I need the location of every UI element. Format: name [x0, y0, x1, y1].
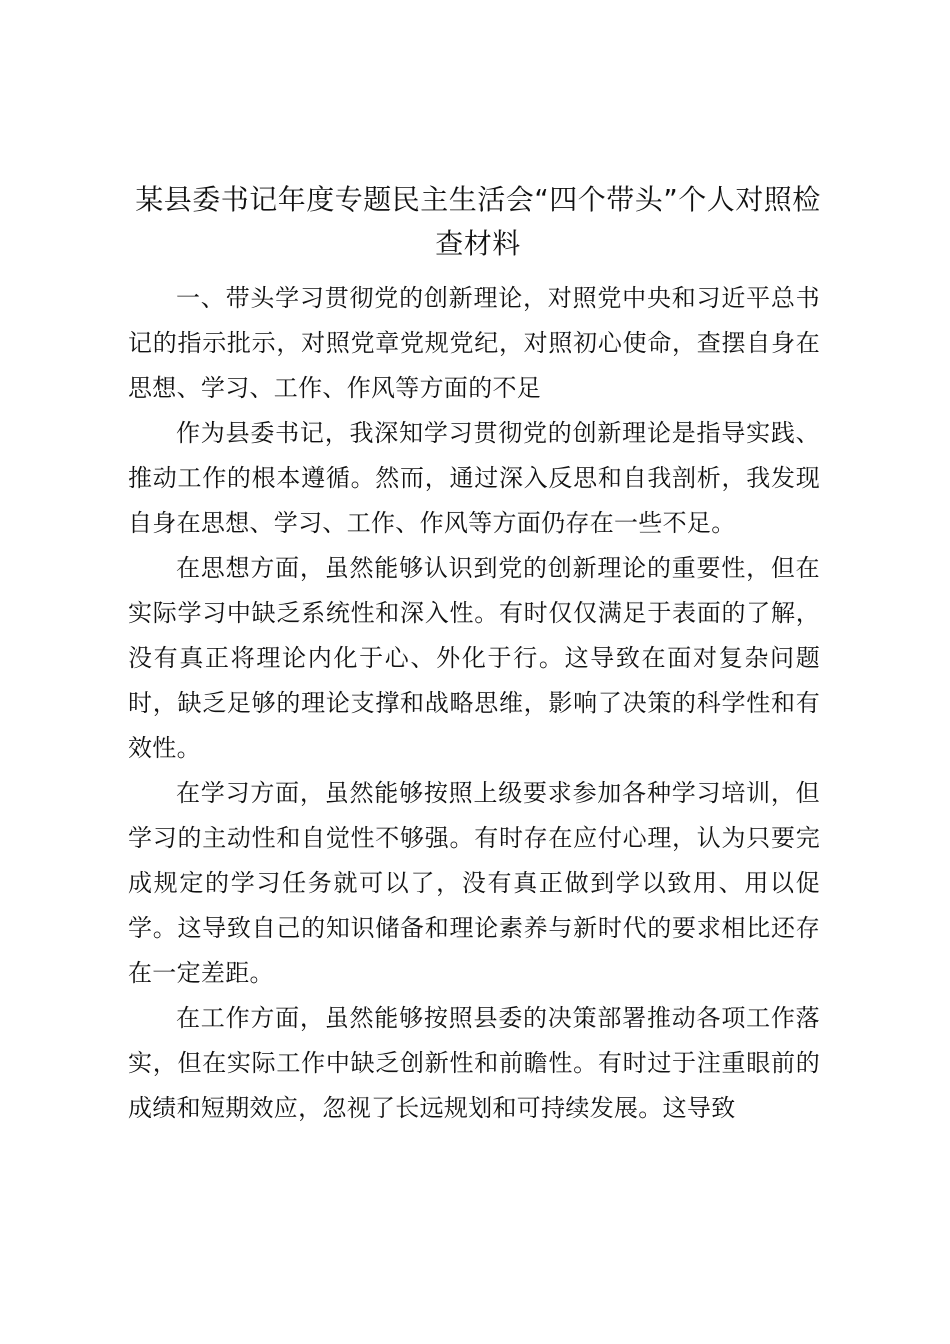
document-title: 某县委书记年度专题民主生活会“四个带头”个人对照检查材料 [135, 183, 821, 260]
paragraph-work: 在工作方面，虽然能够按照县委的决策部署推动各项工作落实，但在实际工作中缺乏创新性和前瞻性。有时过于注重眼前的成绩和短期效应，忽视了长远规划和可持续发展。这导致 [128, 1004, 820, 1122]
paragraph-thinking: 在思想方面，虽然能够认识到党的创新理论的重要性，但在实际学习中缺乏系统性和深入性。有时仅仅满足于表面的了解，没有真正将理论内化于心、外化于行。这导致在面对复杂问题时，缺乏足够的理论支撑和战略思维，影响了决策的科学性和有效性。 [128, 554, 820, 762]
section-heading-1: 一、带头学习贯彻党的创新理论，对照党中央和习近平总书记的指示批示，对照党章党规党纪，对照初心使命，查摆自身在思想、学习、工作、作风等方面的不足 [128, 284, 820, 402]
paragraph-learning: 在学习方面，虽然能够按照上级要求参加各种学习培训，但学习的主动性和自觉性不够强。有时存在应付心理，认为只要完成规定的学习任务就可以了，没有真正做到学以致用、用以促学。这导致自己的知识储备和理论素养与新时代的要求相比还存在一定差距。 [128, 779, 820, 987]
document-body [128, 276, 820, 1131]
paragraph-intro: 作为县委书记，我深知学习贯彻党的创新理论是指导实践、推动工作的根本遵循。然而，通过深入反思和自我剖析，我发现自身在思想、学习、工作、作风等方面仍存在一些不足。 [128, 419, 820, 537]
